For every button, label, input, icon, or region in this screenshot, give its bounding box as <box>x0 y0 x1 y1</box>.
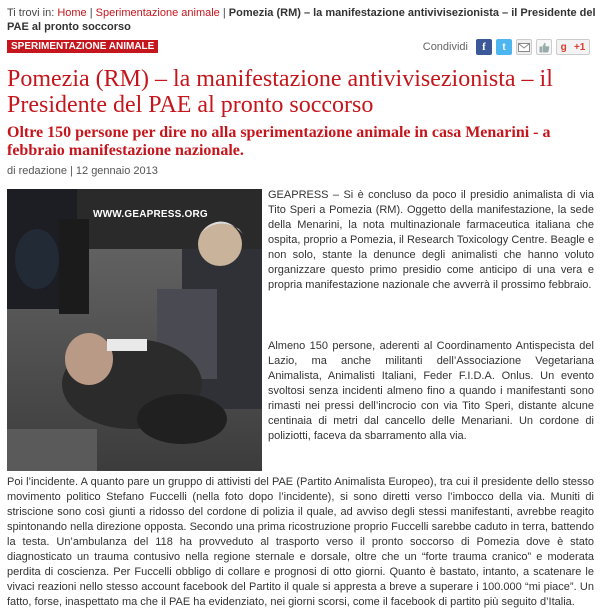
twitter-icon: t <box>502 41 506 53</box>
breadcrumb-home-link[interactable]: Home <box>57 7 87 19</box>
thumbs-up-icon <box>539 42 550 53</box>
breadcrumb-separator: | <box>222 7 226 19</box>
breadcrumb-separator: | <box>89 7 93 19</box>
email-share-button[interactable] <box>516 39 532 55</box>
article-paragraph: Poi l’incidente. A quanto pare un gruppo di attivisti del PAE (Partito Animalista Europeo), tra cui il presidente dello stesso movimento politico Stefano Fuccelli (nella foto dopo l’incidente), si sono diretti verso l’imbocco della via. Muniti di striscione sono così giunti a ridosso del cordone di polizia il quale, ad avviso degli stessi manifestanti, avrebbe reagito spintonando nella direzione opposta. Secondo una prima ricostruzione proprio Fuccelli sarebbe caduto in terra, battendo la testa. Un’ambulanza del 118 ha provveduto al trasporto verso il pronto soccorso di Pomezia dove è stato diagnosticato un trauma contusivo nella regione sternale e dorsale, oltre che un “forte trauma cranico” e moderata perdita di coscienza. Per Fuccelli obbligo di collare e prognosi di otto giorni. Quanto è bastato, intanto, a scatenare le vivaci reazioni nello stesso account facebook del Partito il quale si appresta a breve a superare i 100.000 “mi piace”. Un fatto, forse, inaspettato ma che il PAE ha evidenziato, nei giorni scorsi, come il facebook di partito più seguito d’Italia. <box>7 476 594 608</box>
breadcrumb-prefix: Ti trovi in: <box>7 7 55 19</box>
share-label: Condividi <box>422 41 468 53</box>
article-byline: di redazione | 12 gennaio 2013 <box>7 165 158 177</box>
envelope-icon <box>518 43 530 52</box>
photo-watermark: WWW.GEAPRESS.ORG <box>93 209 208 220</box>
article-photo <box>7 189 262 471</box>
twitter-share-button[interactable] <box>496 39 512 55</box>
google-plus-count: +1 <box>573 41 586 53</box>
article-title: Pomezia (RM) – la manifestazione antivivisezionista – il Presidente del PAE al pronto soccorso <box>7 66 553 118</box>
google-plus-button[interactable] <box>556 39 590 55</box>
article-subtitle: Oltre 150 persone per dire no alla sperimentazione animale in casa Menarini - a febbraio manifestazione nazionale. <box>7 124 551 159</box>
photo-illustration <box>7 189 262 471</box>
category-tag[interactable]: SPERIMENTAZIONE ANIMALE <box>7 40 158 53</box>
breadcrumb <box>7 6 597 34</box>
facebook-share-button[interactable] <box>476 39 492 55</box>
breadcrumb-current: Pomezia (RM) – la manifestazione antivivisezionista – il Presidente del PAE al pronto soccorso <box>7 7 596 33</box>
share-bar <box>423 37 590 57</box>
breadcrumb-section-link[interactable]: Sperimentazione animale <box>95 7 220 19</box>
article-paragraph: Almeno 150 persone, aderenti al Coordinamento Antispecista del Lazio, ma anche militanti dell’Associazione Vegetariana Animalista, Animalisti Italiani, Feder F.I.D.A. Onlus. Un evento svoltosi senza incidenti almeno fino a quando i manifestanti sono rimasti nei pressi dell’incrocio con via Tito Speri, distante alcune centinaia di metri dal cancello delle Menariani. Un cordone di poliziotti, faceva da sbarramento alla via. <box>268 340 594 442</box>
facebook-icon: f <box>482 41 486 53</box>
google-plus-icon: g <box>560 41 567 53</box>
article-paragraph: GEAPRESS – Si è concluso da poco il presidio animalista di via Tito Speri a Pomezia (RM). Oggetto della manifestazione, la sede della Menarini, la nota multinazionale farmaceutica italiana che ospita, proprio a Pomezia, il Research Toxicology Centre. Beagle e non solo, stante la denunce degli animalisti che hanno voluto organizzare questo primo presidio come anticipo di una vera e propria manifestazione nazionale che avverrà il prossimo febbraio. <box>268 189 594 291</box>
like-button[interactable] <box>536 39 552 55</box>
